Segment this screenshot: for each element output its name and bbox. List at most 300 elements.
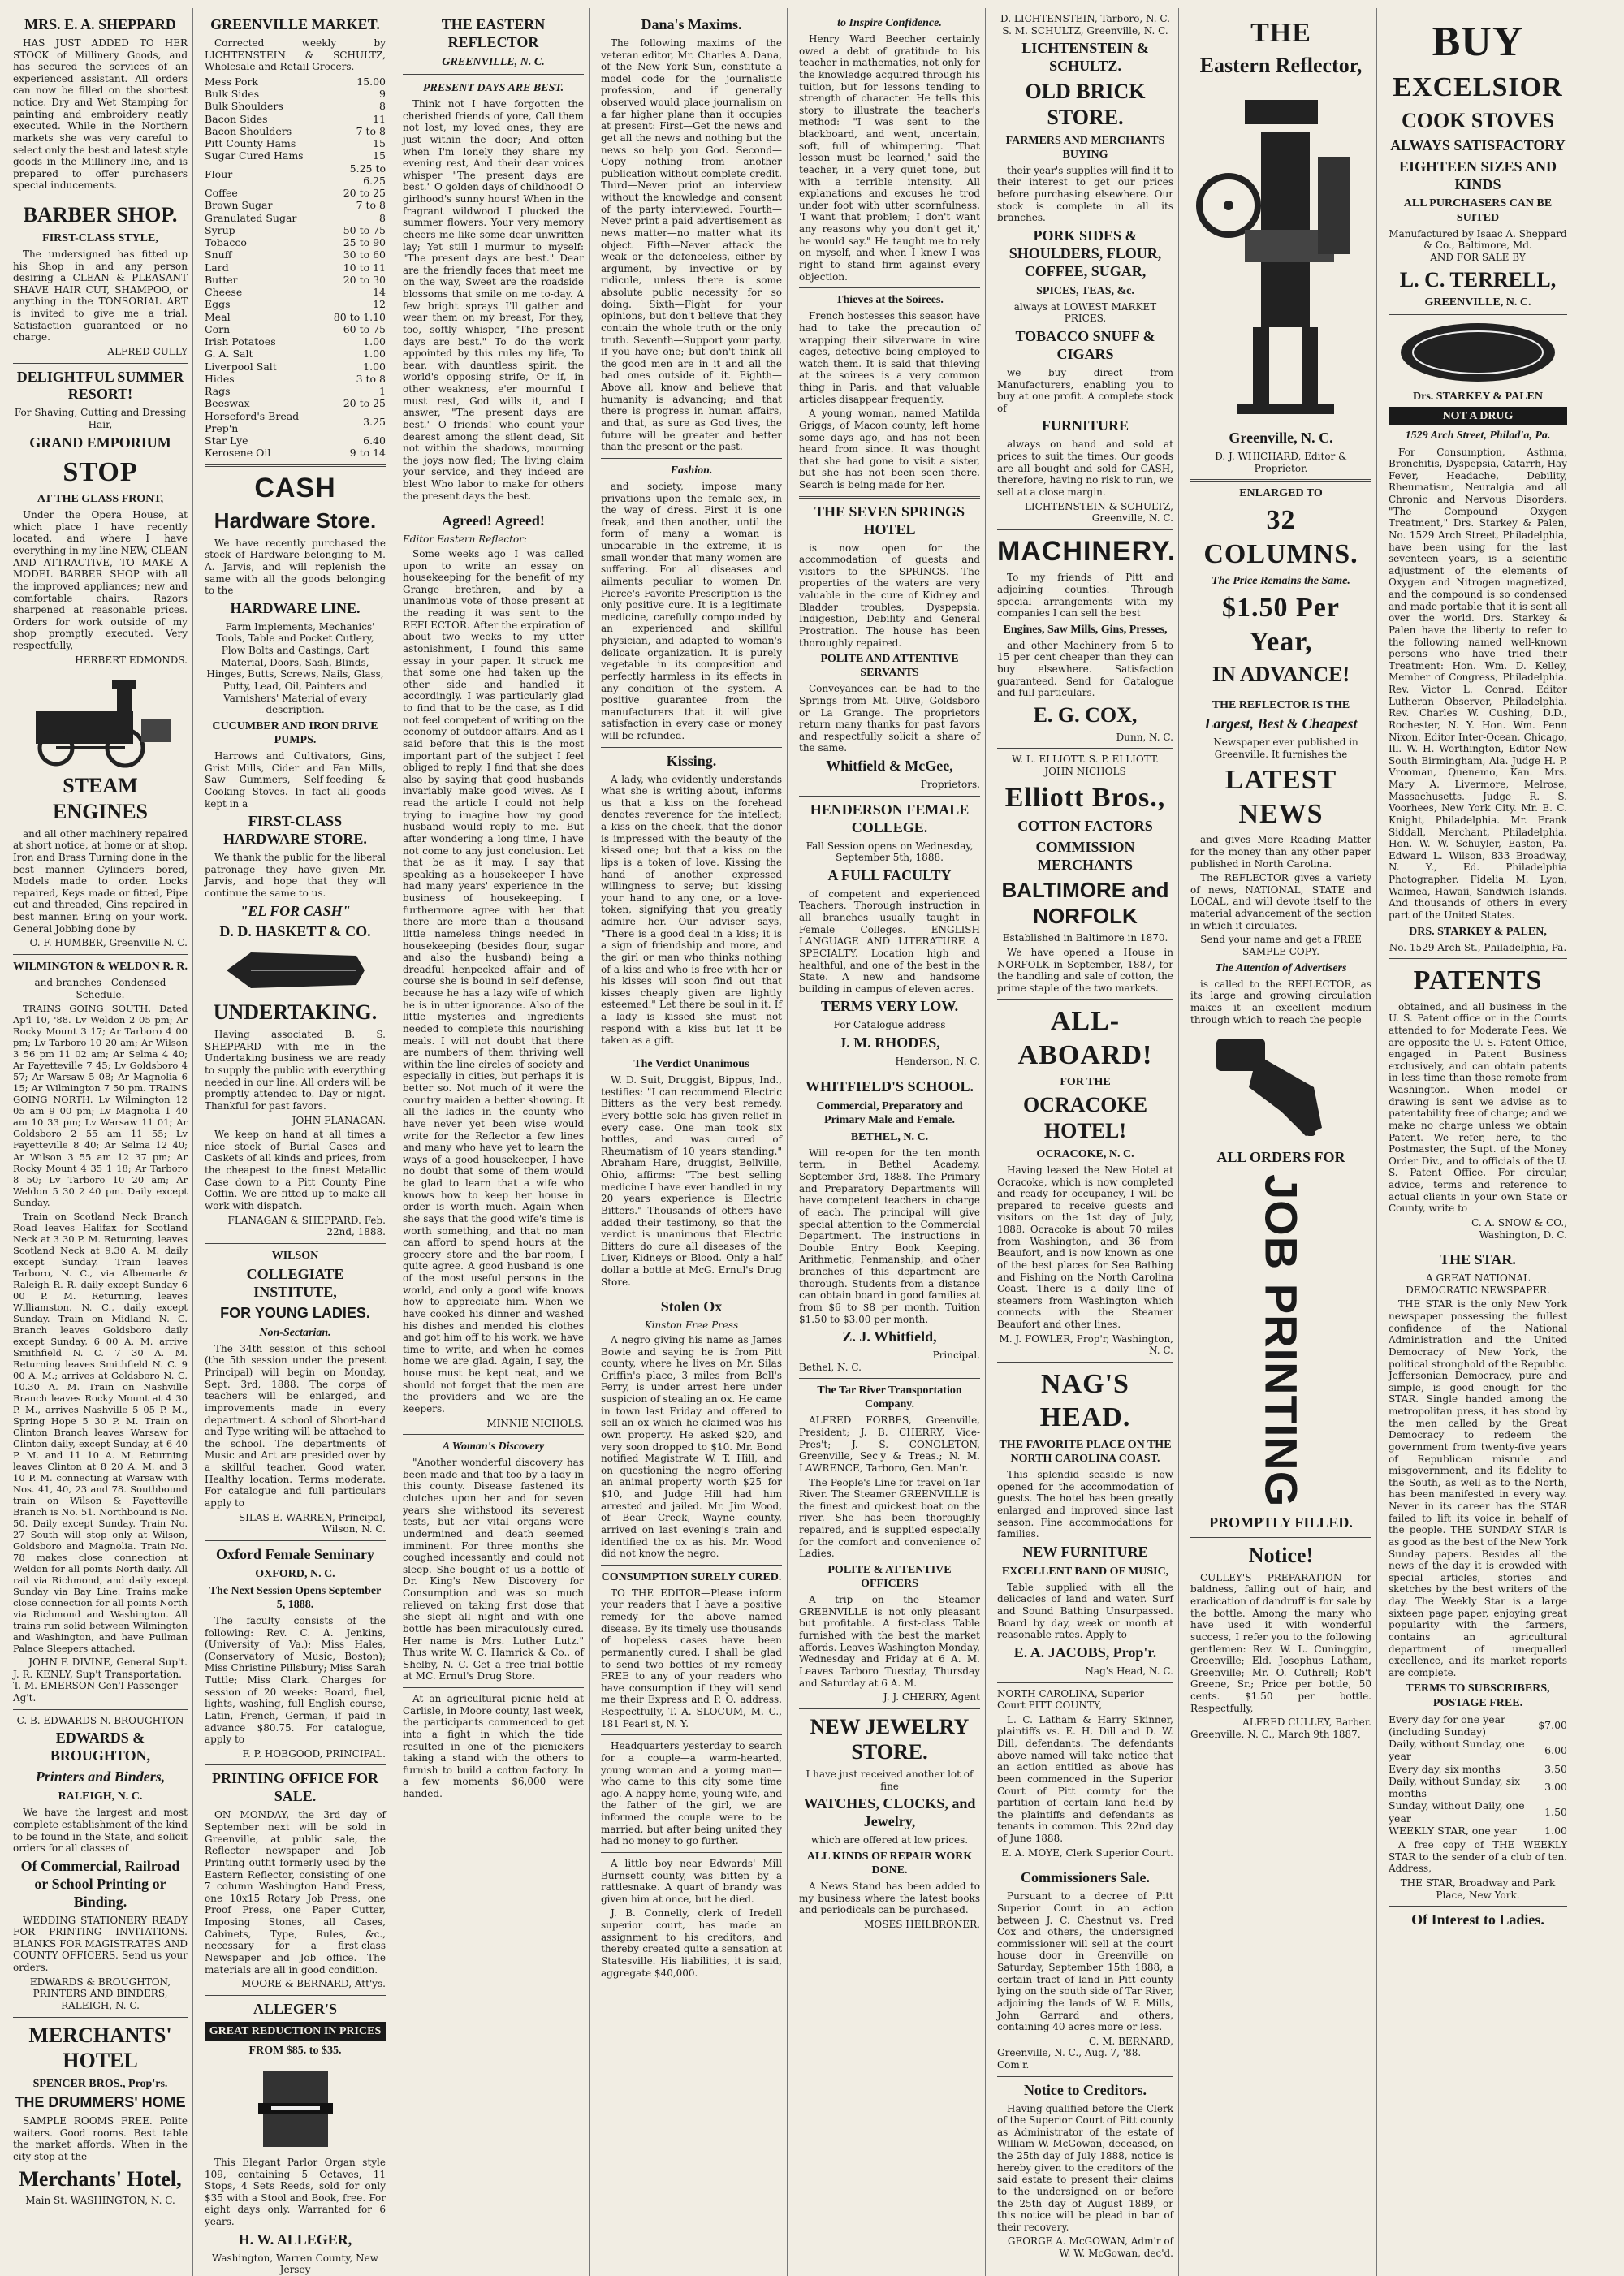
price-item: Lard [205,261,229,274]
price-item: Flour [205,168,233,181]
price-item: Beeswax [205,397,250,410]
binders-names: C. B. EDWARDS N. BROUGHTON [16,1714,184,1726]
price-value: 9 [379,88,386,101]
fashion-heading: Fashion. [670,464,713,477]
young-ladies-heading: FOR YOUNG LADIES. [220,1304,370,1321]
latest-text: and gives More Reading Matter for the money than any other paper published in North Carolina. [1190,834,1371,870]
first-class-heading: FIRST-CLASS HARDWARE STORE. [223,813,367,848]
jewelry-text-3: A News Stand has been added to my business where the latest books and periodicals can be purchased. [799,1881,980,1916]
resort-subheading: For Shaving, Cutting and Dressing Hair, [14,407,187,431]
starkey-text: For Consumption, Asthma, Bronchitis, Dyspepsia, Catarrh, Hay Fever, Headache, Debility, Rheumatism, Neuralgia and all Chronic and Nervous Disorders. "The Compound Oxygen Treatment," Drs. Starkey & Palen, No. 1529 Arch Street, Philadelphia, have been using for the last seventeen years, is a scientific adjustment of the elements of Oxygen and Nitrogen magnetized, and the compound is so condensed and made portable that it is sent all over the world. Drs. Starkey & Palen have the liberty to refer to the following named well-known persons who have tried their Treatment: Hon. Wm. D. Kelley, Member of Congress, Philadelphia. Rev. Victor L. Conrad, Editor Lutheran Observer, Philadelphia. Rev. Charles W. Cushing, D.D., Rochester, N. Y. Hon. Wm. Penn Nixon, Editor Inter-Ocean, Chicago, Ill. W. H. Worthington, Editor New South Birmingham, Ala. Judge H. P. Vrooman, Quenemo, Kan. Mrs. Mary A. Livermore, Melrose, Massachusetts. Judge R. S. Voorhees, New York City. Mr. E. C. Knight, Philadelphia. Mr. Frank Siddall, Merchant, Philadelphia. Hon. W. W. Schuyler, Easton, Pa. Edward L. Wilson, 833 Broadway, N. Y., Ed. Philadelphia Photographer. Fidelia M. Lyon, Waimea, Hawaii, Sandwich Islands. And thousands of others in every part of the United States. [1389,446,1567,921]
column-2 [200,8,391,2276]
price-item: Snuff [205,248,232,261]
tar-river-signature: J. J. CHERRY, Agent [883,1691,980,1704]
verdict-text: W. D. Suit, Druggist, Bippus, Ind., testifies: "I can recommend Electric Bitters as the very best remedy. Every bottle sold has given relief in every case. One man took six bottles, and was cured of Rheumatism of 10 years standing." Abraham Hare, druggist, Bellville, Ohio, affirms: "The best selling medicine I have ever handled in my 20 years experience is Electric Bitters." Thousands of others have added their testimony, so that the verdict is unanimous that Electric Bitters do cure all diseases of the Liver, Kidneys or Blood. Only a half dollar a bottle at McG. Ernul's Drug Store. [601,1074,782,1288]
whitfield-city: BETHEL, N. C. [850,1130,929,1143]
springs-signature-2: Proprietors. [920,779,980,791]
whitfield-address: Bethel, N. C. [799,1361,862,1373]
price-item: Sunday, without Daily, one year [1389,1799,1525,1825]
stop-heading: STOP [63,456,138,487]
price-item: Bacon Sides [205,112,268,125]
price-row [205,447,386,459]
price-item: Bacon Shoulders [205,124,292,137]
cox-city: Dunn, N. C. [1116,731,1173,743]
jewelry-text-2: which are offered at low prices. [810,1834,969,1846]
price-value: 1.00 [363,335,386,348]
job-printing-heading: JOB PRINTING [1255,1174,1307,1508]
lichtenstein-signature: LICHTENSTEIN & SCHULTZ, Greenville, N. C. [1024,500,1173,525]
price-row [205,187,386,199]
price-heading: $1.50 Per Year, [1222,593,1340,657]
machinery-text-2: and other Machinery from 5 to 15 per cent cheaper than they can buy elsewhere. Satisfaction guaranteed. Send for Catalogue and full particulars. [997,639,1173,699]
springs-servants: POLITE AND ATTENTIVE SERVANTS [820,653,959,680]
nags-head-text-2: Table supplied with all the delicacies of land and water. Surf and Sound Bathing Unsurpassed. Board by day, week or month at reasonable rates. Apply to [997,1581,1173,1641]
creditors-signature: GEORGE A. McGOWAN, Adm'r of W. W. McGowan, dec'd. [1007,2235,1173,2260]
hotel-text: SAMPLE ROOMS FREE. Polite waiters. Good rooms. Best table the market affords. When in the city stop at the [13,2115,188,2162]
hotel-address: Main St. WASHINGTON, N. C. [25,2195,175,2207]
market-subheading: Corrected weekly by LICHTENSTEIN & SCHULTZ, Wholesale and Retail Grocers. [205,37,386,73]
price-item: Eggs [205,298,231,311]
price-item: G. A. Salt [205,348,253,361]
cash-heading: CASH [254,472,336,503]
binders-ad: Of Commercial, Railroad or School Printing or Binding. [20,1857,180,1910]
price-value: 1.00 [363,360,386,373]
undertaking-signature: JOHN FLANAGAN. [292,1114,386,1126]
starkey-signature: DRS. STARKEY & PALEN, [1409,925,1547,938]
verdict-heading: The Verdict Unanimous [633,1057,749,1070]
column-7 [1186,8,1377,2276]
price-row [205,286,386,298]
price-item: Every day for one year (including Sunday) [1389,1712,1506,1738]
emporium-heading: GRAND EMPORIUM [29,434,171,451]
price-value: 1.00 [363,348,386,361]
price-value: 60 to 75 [343,322,386,335]
hotel-heading: MERCHANTS' HOTEL [28,2023,172,2073]
price-value: 7 to 8 [356,124,386,137]
tar-river-heading: The Tar River Transportation Company. [817,1384,962,1411]
price-value: 20 to 25 [343,187,386,200]
alleger-price: FROM $85. to $35. [248,2044,342,2057]
whitfield-signature-2: Principal. [932,1350,980,1362]
sizes-heading: EIGHTEEN SIZES AND KINDS [1398,158,1557,192]
notice-text: CULLEY'S PREPARATION for baldness, falling out of hair, and eradication of dandruff is for sale by the bottle. Among the many who have used it with wonderful success, I refer you to the following gentlemen: Rev. W. L. Cuninggim, Greenville; Eld. Josephus Latham, Greenville; Mr. O. Cuthrell; Rob't Greene, Sr.; Price per bottle, 50 cents. $1.50 per bottle. Respectfully, [1190,1571,1371,1714]
price-item: Cheese [205,286,243,299]
oxford-signature: F. P. HOBGOOD, PRINCIPAL. [242,1747,386,1760]
band-heading: EXCELLENT BAND OF MUSIC, [1001,1565,1169,1578]
price-row [205,137,386,149]
discovery-text: "Another wonderful discovery has been made and that too by a lady in this county. Disease fastened its clutches upon her and for seven years she withstood its severest tests, but her vital organs were undermined and death seemed imminent. For three months she coughed incessantly and could not sleep. She bought of us a bottle of Dr. King's New Discovery for Consumption and was so much relieved on taking first dose that she slept all night and with one bottle has been miraculously cured. Her name is Mrs. Luther Lutz." Thus write W. C. Hamrick & Co., of Shelby, N. C. Get a free trial bottle at MC. Ernul's Drug Store. [403,1457,584,1682]
price-item: Hides [205,372,235,385]
price-row [205,125,386,137]
star-heading: THE STAR. [1440,1251,1516,1268]
advance-heading: IN ADVANCE! [1212,663,1350,687]
railroad-heading: WILMINGTON & WELDON R. R. [13,960,188,973]
tobacco-heading: TOBACCO SNUFF & CIGARS [1015,328,1155,363]
orders-heading: ALL ORDERS FOR [1216,1149,1345,1166]
alleger-address: Washington, Warren County, New Jersey [212,2252,378,2276]
creditors-text: Having qualified before the Clerk of the Superior Court of Pitt county as Administrator of the estate of William W. McGowan, deceased, on the 25th day of July 1888, notice is hereby given to the creditors of the said estate to present their claims to the undersigned on or before the 25th day of August 1889, or this notice will be plead in bar of their recovery. [997,2102,1173,2233]
fair-text: At an agricultural picnic held at Carlisle, in Moore county, last week, the participants commenced to get into a fight in which the tide resulted in one of the picnickers taking a stand with the others to furnish to build a cotton factory. In a few moments $6,000 were handed. [403,1693,584,1800]
terrell-city: GREENVILLE, N. C. [1424,296,1531,309]
polite-officers: POLITE & ATTENTIVE OFFICERS [827,1563,952,1591]
snake-bite-text: A little boy near Edwards' Mill Burnsett county, was bitten by a rattlesnake. A quart of brandy was given him at once, but he died. [601,1857,782,1905]
nags-head-text: This splendid seaside is now opened for the accommodation of guests. The hotel has been greatly enlarged and improved since last season. Fine accommodations for families. [997,1469,1173,1540]
catalogue-text: For Catalogue address [833,1019,946,1031]
printing-text: ON MONDAY, the 3rd day of September next will be sold in Greenville, at public sale, the Reflector newspaper and Job Printing outfit formerly used by the Eastern Reflector, consisting of one 7 column Washington Hand Press, one 10x15 Rotary Job Press, one Proof Press, one Paper Cutter, Imposing Stones, all Cases, Cabinets, Type, Rules, &c., necessary for a first-class Newspaper and Job office. The materials are all in good condition. [205,1809,386,1976]
price-value: 8 [379,211,386,224]
price-value: 3.50 [1544,1762,1567,1775]
price-row [205,261,386,274]
price-row [205,248,386,261]
maxims-text: The following maxims of the veteran editor, Mr. Charles A. Dana, of the New York Sun, constitute a model code for the journalistic profession, and if generally observed would place journalism on a far higher plane than it occupies at present: First—Get the news and get all the news and nothing but the news so help you God. Second—Copy nothing from another publication without complete credit. Third—Never print an interview without the knowledge and consent of the party interviewed. Fourth—Never print a paid advertisement as news matter—no matter what its object. Fifth—Never attack the weak or the defenceless, either by argument, by invective or by ridicule, unless there is some absolute public necessity for so doing. Sixth—Fight for your opinions, but don't believe that they contain the whole truth or the only truth. Seventh—Support your party, if you have one; but don't think all the good men are in it and all the bad ones outside of it. Eighth—Above all, know and believe that humanity is advancing; and that there is progress in human affairs, and that, as sure as God lives, the future will be greater and better than the present or the past. [601,37,782,453]
printing-press-illustration [1196,84,1367,425]
engines-signature: O. F. HUMBER, Greenville N. C. [29,937,188,949]
advertisers-text: is called to the REFLECTOR, as its large and growing circulation makes it an excellent medium through which to reach the people [1190,978,1371,1026]
price-value: 3.25 [363,416,386,429]
suited-heading: ALL PURCHASERS CAN BE SUITED [1403,197,1553,224]
reflector-the: THE [1250,18,1311,48]
starkey-address: 1529 Arch Street, Philad'a, Pa. [1405,430,1551,443]
price-item: Coffee [205,187,238,200]
poem-title: PRESENT DAYS ARE BEST. [422,81,564,94]
machinery-heading: MACHINERY. [997,535,1177,567]
undertaking-heading: UNDERTAKING. [213,1000,378,1025]
firm-names: D. LICHTENSTEIN, Tarboro, N. C. S. M. SCHULTZ, Greenville, N. C. [1000,13,1170,37]
column-8 [1384,8,1572,2276]
letter-signature: MINNIE NICHOLS. [486,1417,584,1429]
price-value: 20 to 30 [343,273,386,286]
glass-front-signature: HERBERT EDMONDS. [75,654,188,666]
price-value: 6.00 [1544,1743,1567,1756]
springs-text-2: Conveyances can be had to the Springs from Mt. Olive, Goldsboro or La Grange. The proprietors return many thanks for past favors and respectfully solicit a share of the same. [799,683,980,754]
hardware-text: We have recently purchased the stock of Hardware belonging to M. A. Jarvis, and will replenish the same with all the goods belonging to the [205,537,386,597]
price-row [205,410,386,435]
clerk-text: J. B. Connelly, clerk of Iredell superior court, has made an assignment to his creditors, and thereby created quite a sensation at Statesville. His liabilities, it is said, aggregate $40,000. [601,1907,782,1979]
springs-signature: Whitfield & McGee, [826,758,953,775]
price-row [205,113,386,125]
ladies-heading: Of Interest to Ladies. [1411,1911,1544,1928]
henderson-text: of competent and experienced Teachers. Thorough instruction in all branches usually taught in Female Colleges. ENGLISH LANGUAGE AND LITERATURE A SPECIALTY. Location high and healthful, and one of the best in the State. A new and handsome building in campus of eleven acres. [799,888,980,995]
price-value: 12 [373,298,386,311]
patents-signature: C. A. SNOW & CO., [1471,1216,1567,1229]
hardware-thanks: We thank the public for the liberal patronage they have given Mr. Jarvis, and hope that they will continue the same to us. [205,852,386,899]
reflector-editor: D. J. WHICHARD, Editor & Proprietor. [1215,451,1347,474]
thieves-heading: Thieves at the Soirees. [836,294,944,307]
column-1 [8,8,193,2276]
binders-signature: EDWARDS & BROUGHTON, PRINTERS AND BINDERS, RALEIGH, N. C. [29,1976,171,2011]
cure-heading: CONSUMPTION SURELY CURED. [601,1570,782,1583]
discovery-heading: A Woman's Discovery [442,1440,545,1453]
jewelry-text: I have just received another lot of fine [806,1769,974,1792]
price-value: 1 [379,385,386,398]
furniture-heading: FURNITURE [1041,417,1129,434]
market-heading: GREENVILLE MARKET. [210,16,380,32]
fashion-text: and society, impose many privations upon the female sex, in the way of dress. First it is one freak, and then another, until the form of many a woman is unbearable in the extreme, it is small wonder that many women are suffering. For all diseases and ailments peculiar to women Dr. Pierce's Favorite Prescription is the only positive cure. It is a legitimate medicine, carefully compounded by an experienced and skillful physician, and adapted to woman's delicate organization. It is purely vegetable in its composition and perfectly harmless in its effects in any condition of the system. A positive guarantee from the manufacturers that it will give satisfaction in every case or money will be refunded. [601,480,782,742]
firm-heading: LICHTENSTEIN & SCHULTZ. [1021,40,1149,75]
resort-heading: DELIGHTFUL SUMMER RESORT! [16,368,184,403]
price-item: Daily, without Sunday, one year [1389,1738,1525,1763]
price-item: Granulated Sugar [205,211,297,224]
notice-date: Greenville, N. C., March 9th 1887. [1190,1728,1361,1740]
price-item: Daily, without Sunday, six months [1389,1774,1521,1800]
jewelry-heading: NEW JEWELRY STORE. [810,1714,970,1764]
price-value: 50 to 75 [343,223,386,236]
price-value: 80 to 1.10 [333,310,386,323]
price-item: Bulk Shoulders [205,100,283,113]
price-item: Tobacco [205,236,247,249]
price-row [205,76,386,88]
excelsior-heading: EXCELSIOR [1393,72,1563,103]
star-terms: TERMS TO SUBSCRIBERS, POSTAGE FREE. [1406,1682,1550,1709]
sale-by-text: AND FOR SALE BY [1430,251,1526,263]
inspire-text: Henry Ward Beecher certainly owed a debt of gratitude to his teacher in mathematics, not only for the knowledge acquired through his tuition, but for lessons tending to strength of character. He tells this story to illustrate the teacher's method: "I was sent to the blackboard, and went, uncertain, soft, full of whimpering. 'That lesson must be learned,' said the teacher, in a very quiet tone, but with a terrible intensity. All explanations and excuses he trod under foot with utter scornfulness. 'I want that problem; I don't want any reasons why you don't get it,' he would say." He taught me to rely on myself, and when I knew I was right to stand firm against every objection. [799,33,980,283]
for-the-text: FOR THE [1060,1076,1111,1089]
poem-text: Think not I have forgotten the cherished friends of yore, Call them not lost, my loved ones, they are just within the door; And often when I'm lonely they share my evening rest, And their dear voices whisper "The present days are best." O golden days of childhood! O girlhood's sunny hours! When in the fragrant wildwood I plucked the summer flowers. Your very memory cheers me like some dear unwritten lay; Yet still I murmur to myself: "The present days are best." Dear are the friendly faces that meet me on the way, Sweet are the roadside blossoms that smile on me to-day. A few bright sprays I'll gather and wear them on my breast, For they, too, softly whisper, "The present days are best." To do the work appointed by this rules my life, To bear, with dauntless spirit, the world's opposing strife, Or if, in other weakness, e'er mournful I must rest, God wills it, and I answer, "The present days are best." O friends! who count your dearest among the silent dead, Sit not within the shadows, mourning the joys now fled; The living claim your service, and they indeed are blest Who labor to make for others the present days the best. [403,98,584,502]
price-row [205,88,386,100]
faculty-heading: A FULL FACULTY [827,866,952,883]
hardware-line-heading: HARDWARE LINE. [230,599,361,616]
advertisers-heading: The Attention of Advertisers [1215,961,1347,974]
established-text: Established in Baltimore in 1870. [1002,932,1168,944]
engines-text: and all other machinery repaired at short notice, at home or at shop. Iron and Brass Turning done in the best manner. Cylinders bored, Models made to order. Locks repaired, Keys made or fitted, Pipe cut and threaded, Gins repaired in best manner. Bring on your work. General Jobbing done by [13,827,188,935]
springs-heading: THE SEVEN SPRINGS HOTEL [814,503,965,538]
price-row [205,199,386,211]
price-item: Every day, six months [1389,1762,1501,1775]
alleger-ad: GREAT REDUCTION IN PRICES [205,2022,386,2041]
price-row [1389,1713,1567,1738]
elliott-heading: Elliott Bros., [1004,782,1166,813]
creditors-heading: Notice to Creditors. [1023,2081,1147,2098]
price-row [205,236,386,248]
price-row [1389,1775,1567,1800]
price-item: Syrup [205,223,235,236]
price-row [205,212,386,224]
columns-heading: 32 COLUMNS. [1203,505,1358,569]
price-row [1389,1763,1567,1775]
whitfield-text: Will re-open for the ten month term, in Bethel Academy, September 3rd, 1888. The Primary and Preparatory Departments will have competent teachers in charge of each. The principal will give special attention to the Commercial Department. The instructions in Double Entry Book Keeping, Arithmetic, Penmanship, and other branches of this department are thorough. Students from a distance can obtain board in good families at from $6 to $8 per month. Tuition $1.50 to $3.00 per month. [799,1147,980,1325]
farmers-heading: FARMERS AND MERCHANTS BUYING [1005,134,1165,161]
spices-heading: SPICES, TEAS, &c. [1036,284,1134,297]
masthead-title: THE EASTERN REFLECTOR [441,16,546,50]
agreed-heading: Agreed! Agreed! [442,512,545,529]
price-row [205,323,386,335]
column-3 [398,8,590,2276]
patents-text: obtained, and all business in the U. S. Patent office or in the Courts attended to for Moderate Fees. We are opposite the U. S. Patent Office, engaged in Patent Business exclusively, and can obtain patents in less time than those remote from Washington. When model or drawing is sent we advise as to patentability free of charge; and we make no charge unless we obtain Patent. We refer, here, to the Postmaster, the Supt. of the Money Order Div., and to officials of the U. S. Patent Office. For circular, advice, terms and reference to actual clients in your own State or County, write to [1389,1000,1567,1215]
wilson-heading: WILSON [271,1249,319,1262]
price-item: Irish Potatoes [205,335,276,348]
sheppard-text: HAS JUST ADDED TO HER STOCK of Millinery Goods, and has secured the services of an experienced assistant. All orders can now be filled on the shortest notice. Dry and Wet Stamping for painting and embroidery neatly executed. While in the Northern markets she was very careful to select only the best and latest style goods in the Millinery line, and is prepared to offer purchasers special inducements. [13,37,188,192]
column-6 [992,8,1179,2276]
price-value: 20 to 25 [343,397,386,410]
price-row [205,274,386,286]
railroad-subheading: and branches—Condensed Schedule. [34,977,166,1000]
norfolk-text: We have opened a House in NORFOLK in September, 1887, for the handling and sale of cotton, the prime staple of the two markets. [997,946,1173,994]
ocracoke-signature: M. J. FOWLER, Prop'r, Washington, N. C. [999,1332,1173,1357]
binders-text-2: WEDDING STATIONERY READY FOR PRINTING INVITATIONS. BLANKS FOR MAGISTRATES AND COUNTY OFFICERS. Send us your orders. [13,1914,188,1974]
sale-signature: C. M. BERNARD, [1088,2035,1173,2047]
barber-heading: BARBER SHOP. [23,203,178,227]
price-value: $7.00 [1538,1719,1567,1732]
price-value: 1.50 [1544,1805,1567,1818]
price-row [205,373,386,385]
sale-heading: Commissioners Sale. [1021,1869,1150,1886]
patents-heading: PATENTS [1413,965,1543,996]
hardware-heading: Hardware Store. [214,508,377,533]
tar-river-text: The People's Line for travel on Tar River. The Steamer GREENVILLE is the finest and quickest boat on the river. She has been thoroughly repaired, and is supplied especially for the comfort and convenience of Ladies. [799,1476,980,1560]
newspaper-page [8,8,1616,2276]
alleger-heading: ALLEGER'S [253,2000,338,2017]
price-row [205,311,386,323]
ox-heading: Stolen Ox [660,1298,723,1315]
sale-text: Pursuant to a decree of Pitt Superior Court in an action between J. C. Chestnut vs. Fred Cox and others, the undersigned commissioner will sell at the court house door in Greenville on Saturday, September 15th 1888, a certain tract of land in Pitt county lying on the south side of Tar River, adjoining the lands of W. F. Mills, John Garrard and others, containing 40 acres more or less. [997,1890,1173,2033]
new-furniture-heading: NEW FURNITURE [1022,1543,1148,1560]
furniture-text: always on hand and sold at prices to suit the times. Our goods are all bought and sold for CASH, therefore, having no risk to run, we sell at a close margin. [997,438,1173,498]
price-item: Meal [205,310,231,323]
coffin-illustration [218,946,373,995]
farmers-text: their year's supplies will find it to their interest to get our prices before purchasing elsewhere. Our stock is complete in all its branches. [997,164,1173,224]
railroad-notes: Train on Scotland Neck Branch Road leaves Halifax for Scotland Neck at 3 30 P. M. Returning, leaves Scotland Neck at 9.30 A. M. daily except Sunday. Train leaves Tarboro, N. C., via Albemarle & Raleigh R. R. daily except Sunday 6 00 P. M. Returning, leaves Williamston, N. C., daily except Sunday. Train on Midland N. C. Branch leaves Goldsboro daily except Sunday, 6 00 A. M. arrive Smithfield N. C. 7 30 A. M. Returning leaves Smithfield N. C. 9 00 A. M.; arrives at Goldsboro N. C. 10.30 A. M. Train on Nashville Branch leaves Rocky Mount at 4 30 P. M., arrives Nashville 5 05 P. M., Spring Hope 5 30 P. M. Train on Clinton Branch leaves Warsaw for Clinton daily, except Sunday, at 6 40 P. M. and 11 10 A. M. Returning leaves Clinton at 8 20 A. M. and 3 10 P. M. connecting at Warsaw with Nos. 41, 40, 23 and 78. Southbound train on Wilson & Fayetteville Branch is No. 51. Northbound is No. 50. Daily except Sunday. Train No. 27 South will stop only at Wilson, Goldsboro and Magnolia. Train No. 78 makes close connection at Weldon for all points North daily. All rail via Richmond, and daily except Sunday via Bay Line. Trains make close connection for all points North via Richmond and Washington. All trains run solid between Wilmington and Washington, and have Pullman Palace Sleepers attached. [13,1210,188,1655]
tobacco-text: we buy direct from Manufacturers, enabling you to buy at one profit. A complete stock of [997,366,1173,414]
rhodes-heading: J. M. RHODES, [839,1034,940,1051]
baltimore-heading: BALTIMORE and NORFOLK [1001,877,1169,928]
oxford-session: The Next Session Opens September 5, 1888. [209,1584,382,1611]
notice-heading: Notice! [1248,1544,1314,1568]
price-item: Bulk Sides [205,88,260,101]
collegiate-heading: COLLEGIATE INSTITUTE, [246,1265,344,1300]
sale-date: Greenville, N. C., Aug. 7, '88. Com'r. [997,2047,1142,2071]
barber-text: The undersigned has fitted up his Shop in and any person desiring a CLEAN & PLEASANT SHAVE HAIR CUT, SHAMPOO, or anything in the TONSORIAL ART is invited to give me a trial. Satisfaction guaranteed or no charge. [13,248,188,343]
price-row [205,361,386,373]
court-heading: NORTH CAROLINA, Superior Court PITT COUNTY, [997,1687,1144,1712]
henderson-heading: HENDERSON FEMALE COLLEGE. [810,801,970,836]
undertaking-text: Having associated B. S. SHEPPARD with me in the Undertaking business we are ready to supply the public with everything needed in our line. All orders will be promptly attended to. Day or night. Thankful for past favors. [205,1029,386,1112]
trademark-emblem [1397,320,1559,385]
cook-stoves-heading: COOK STOVES [1401,108,1555,132]
trademark-text: Drs. STARKEY & PALEN [1413,391,1543,404]
largest-text: THE REFLECTOR IS THE [1212,699,1350,712]
organ-illustration [247,2062,344,2152]
kissing-heading: Kissing. [666,752,717,769]
cure-text: TO THE EDITOR—Please inform your readers that I have a positive remedy for the above named disease. By its timely use thousands of hopeless cases have been permanently cured. I shall be glad to send two bottles of my remedy FREE to any of your readers who have consumption if they will send me their Express and P. O. address. Respectfully, T. A. SLOCUM, M. C., 181 Pearl st, N. Y. [601,1587,782,1730]
price-item: Corn [205,322,231,335]
binders-city: RALEIGH, N. C. [58,1790,143,1803]
newspaper-text: Newspaper ever published in Greenville. It furnishes the [1213,736,1358,760]
pointing-hand-icon [1200,1030,1363,1144]
barber-signature: ALFRED CULLY [107,345,188,357]
star-address: THE STAR, Broadway and Park Place, New York. [1400,1877,1556,1901]
oxford-city: OXFORD, N. C. [255,1567,335,1580]
cox-heading: E. G. COX, [1033,702,1138,727]
price-value: 3.00 [1544,1781,1567,1794]
price-value: 15.00 [356,75,386,88]
price-row [205,162,386,188]
glass-front-heading: AT THE GLASS FRONT, [37,493,164,506]
letter-salutation: Editor Eastern Reflector: [403,533,527,546]
price-value: 15 [373,137,386,150]
railroad-signature-1: JOHN F. DIVINE, General Sup't. [28,1656,188,1669]
latest-news-heading: LATEST NEWS [1224,765,1337,829]
elliott-names: W. L. ELLIOTT. S. P. ELLIOTT. JOHN NICHOLS [1011,754,1160,777]
market-price-table [205,76,386,460]
price-value: 6.40 [363,434,386,447]
filled-heading: PROMPTLY FILLED. [1209,1514,1353,1531]
henderson-subheading: Fall Session opens on Wednesday, September 5th, 1888. [806,840,974,864]
price-value: 15 [373,149,386,162]
price-item: Horseford's Bread Prep'n [205,409,300,434]
terrell-heading: L. C. TERRELL, [1399,267,1557,292]
column-5 [794,8,986,2276]
price-value: 9 to 14 [349,447,386,460]
price-row [1389,1799,1567,1825]
patents-city: Washington, D. C. [1479,1229,1567,1241]
alleger-text: This Elegant Parlor Organ style 109, containing 5 Octaves, 11 Stops, 4 Sets Reeds, sold for only $35 with a Stool and Book, free. For eight days only. Warranted for 6 years. [205,2156,386,2227]
old-brick-heading: OLD BRICK STORE. [1025,80,1146,129]
buy-heading: BUY [1432,19,1524,65]
binders-subheading: Printers and Binders, [35,1769,166,1786]
railroad-signature-3: T. M. EMERSON Gen'l Passenger Ag't. [13,1680,178,1704]
letter-text: Some weeks ago I was called upon to write an essay on housekeeping for the benefit of my Grange brethren, and by a unanimous vote of those present at the reading it was sent to the REFLECTOR. After the expiration of about two weeks to my utter astonishment, I found this same essay in your paper. It struck me that some one had taken up the other side and handled it accordingly. I was particularly glad to find that to be the case, as I did not feel competent of writing on the economy of outdoor affairs. And as I said before that this is the most important part of the subject I feel obliged to reply. I find that she does also by saying that good husbands invariably make good wives. As I read the article I could not help trying to imagine how my good husband would reply to me. But after wondering a long time, I have not come to any just conclusion. Let that be as it may, I say that speaking as a housekeeper I have had many years' experience in the business of housekeeping. I furthermore agree with her that there are more than a thousand little nameless things needed in housekeeping (besides flour, sugar and also the husband) being a dreadful henpecked affair and of course she is bound in self defense, because he has a lazy wife of which he is in utter ignorance. Also of the little mysteries and ingredients needed to complete this nourishing meals. I will not doubt that there are numbers of them thriving well within the line circles of society and especially in cities, but perhaps it is better so. Not much of it were the country maiden a better showing. It all the ladies in the county who have never yet been wise would write for the Reflector a few lines and many who have yet to learn the ways of a good housekeeper, I have no doubt that some of them would be glad to learn that a wife who knows how to keep her house in order is worth much. Again when she says that the good wife's time is worth something, and that no man can afford to spend hours at the grocery store and the bar-room, I quite agree. A good husband is one of the most useful persons in the world, and only a good wife knows how to appreciate him. When we have cooked his dinner and washed his dishes and mended his clothes and got him off to his work, we have time to write, and when he comes home we are glad. Again, I say, the house must be kept neat, and we should not forget that the men are the providers and we are the keepers. [403,547,584,1414]
price-row [205,100,386,112]
tar-river-text-2: A trip on the Steamer GREENVILLE is not only pleasant but profitable. A first-class Table furnished with the best the market affords. Leaves Washington Monday, Wednesday and Friday at 6 A. M. Leaves Tarboro Tuesday, Thursday and Saturday at 6 A. M. [799,1594,980,1689]
jacobs-city: Nag's Head, N. C. [1085,1665,1173,1677]
commission-heading: COMMISSION MERCHANTS [1035,838,1135,873]
headquarters-text: Headquarters yesterday to search for a couple—a warm-hearted, young woman and a young man—who came to this city some time ago. A happy home, young wife, and the father of the girl, we are informed the couple were to be married, but after being united they had no money to go further. [601,1740,782,1847]
coffin-signature: FLANAGAN & SHEPPARD. Feb. 22nd, 1888. [227,1214,386,1238]
ox-text: A negro giving his name as James Bowie and saying he is from Pitt county, where he lives on Mr. Silas Griffin's place, 3 miles from Bell's Ferry, is under arrest here under suspicion of stealing an ox. He came in town last Friday and offered to sell an ox which he claimed was his own property. He asked $20, and very soon dropped to $10. Mr. Bond notified Magistrate W. T. Hill, and on questioning the negro offering an animal property worth $25 for $10, and Judge Hill had him arrested and jailed. Mr. Jim Wood, of Bear Creek, Wayne county, arrived on last evening's train and identified the ox as his. Mr. Wood did not know the negro. [601,1333,782,1560]
ox-source: Kinston Free Press [644,1319,739,1332]
haskett-heading: D. D. HASKETT & CO. [219,923,371,940]
tar-river-officers: ALFRED FORBES, Greenville, President; J. B. CHERRY, Vice-Pres't; J. S. CONGLETON, Greenville, Sec'y & Treas.; N. M. LAWRENCE, Tarboro, Gen. Man'r. [799,1414,980,1474]
masthead-city: GREENVILLE, N. C. [442,55,545,68]
barber-subheading: FIRST-CLASS STYLE, [42,231,158,244]
whitfield-heading: WHITFIELD'S SCHOOL. [805,1078,974,1095]
price-row [205,434,386,447]
star-subheading: A GREAT NATIONAL DEMOCRATIC NEWSPAPER. [1406,1272,1550,1296]
star-text: THE STAR is the only New York newspaper possessing the fullest confidence of the National Administration and the United Democracy of New York, the political stronghold of the Republic. Jeffersonian Democracy, pure and simple, is good enough for the STAR. Single handed among the metropolitan press, it has stood by the men called by the Great Democracy to redeem the government from twenty-five years of Republican misrule and misgovernment, and its fidelity to the South, as well as to the North, has been manifested in every way. Never in its career has the STAR failed to lift its voice in behalf of the people. THE SUNDAY STAR is as good as the best of the New York Sunday papers. Besides all the news of the day it is crowded with special articles, stories and sketches by the best writers of the day. The Weekly Star is a large sixteen page paper, enjoying great popularity with the farmers, contains an agricultural department of unequalled excellence, and its market reports are complete. [1389,1298,1567,1678]
enlarged-text: ENLARGED TO [1239,487,1323,500]
binders-heading: EDWARDS & BROUGHTON, [50,1730,151,1764]
binders-text: We have the largest and most complete establishment of the kind to be found in the State, and solicit orders for all classes of [13,1807,188,1855]
price-item: Star Lye [205,434,248,447]
price-value: 1.00 [1544,1824,1567,1837]
price-row [205,385,386,397]
hardware-motto: "EL FOR CASH" [240,902,351,919]
price-value: 25 to 90 [343,236,386,249]
engines-heading-2: Engines, Saw Mills, Gins, Presses, [1003,623,1168,636]
whitfield-subheading: Commercial, Preparatory and Primary Male and Female. [816,1099,963,1126]
reflector-title: Eastern Reflector, [1199,54,1363,78]
pork-heading: PORK SIDES & SHOULDERS, FLOUR, COFFEE, SUGAR, [1009,227,1162,279]
glass-front-text: Under the Opera House, at which place I have recently located, and where I have everything in my line NEW, CLEAN AND ATTRACTIVE, TO MAKE A MODEL BARBER SHOP with all the improved appliances; new and comfortable chairs. Razors sharpened at reasonable prices. Orders for work outside of my shop promptly executed. Very respectfully, [13,509,188,652]
column-4 [596,8,788,2276]
price-row [1389,1738,1567,1763]
notice-signature: ALFRED CULLEY, Barber. [1242,1717,1371,1729]
price-value: 8 [379,100,386,113]
price-item: Pitt County Hams [205,137,296,150]
coffin-text: We keep on hand at all times a nice stock of Burial Cases and Caskets of all kinds and prices, from the cheapest to the finest Metallic Case down to a Pitt County Pine Coffin. We are fitted up to make all work with dispatch. [205,1129,386,1211]
reflector-city: Greenville, N. C. [1229,430,1333,447]
oxford-heading: Oxford Female Seminary [216,1545,374,1562]
price-note: The Price Remains the Same. [1212,575,1350,588]
price-value: 10 to 11 [343,261,386,274]
star-copy-text: A free copy of THE WEEKLY STAR to the sender of a club of ten. Address, [1389,1839,1567,1875]
price-item: Rags [205,385,231,398]
hotel-home: THE DRUMMERS' HOME [15,2094,186,2111]
court-signature: E. A. MOYE, Clerk Superior Court. [1001,1846,1173,1859]
variety-text: The REFLECTOR gives a variety of news, NATIONAL, STATE and LOCAL, and will devote itself to the material advancement of the section in which it circulates. [1190,872,1371,931]
hotel-subheading: SPENCER BROS., Prop'rs. [32,2078,168,2091]
watches-heading: WATCHES, CLOCKS, and Jewelry, [803,1795,976,1830]
